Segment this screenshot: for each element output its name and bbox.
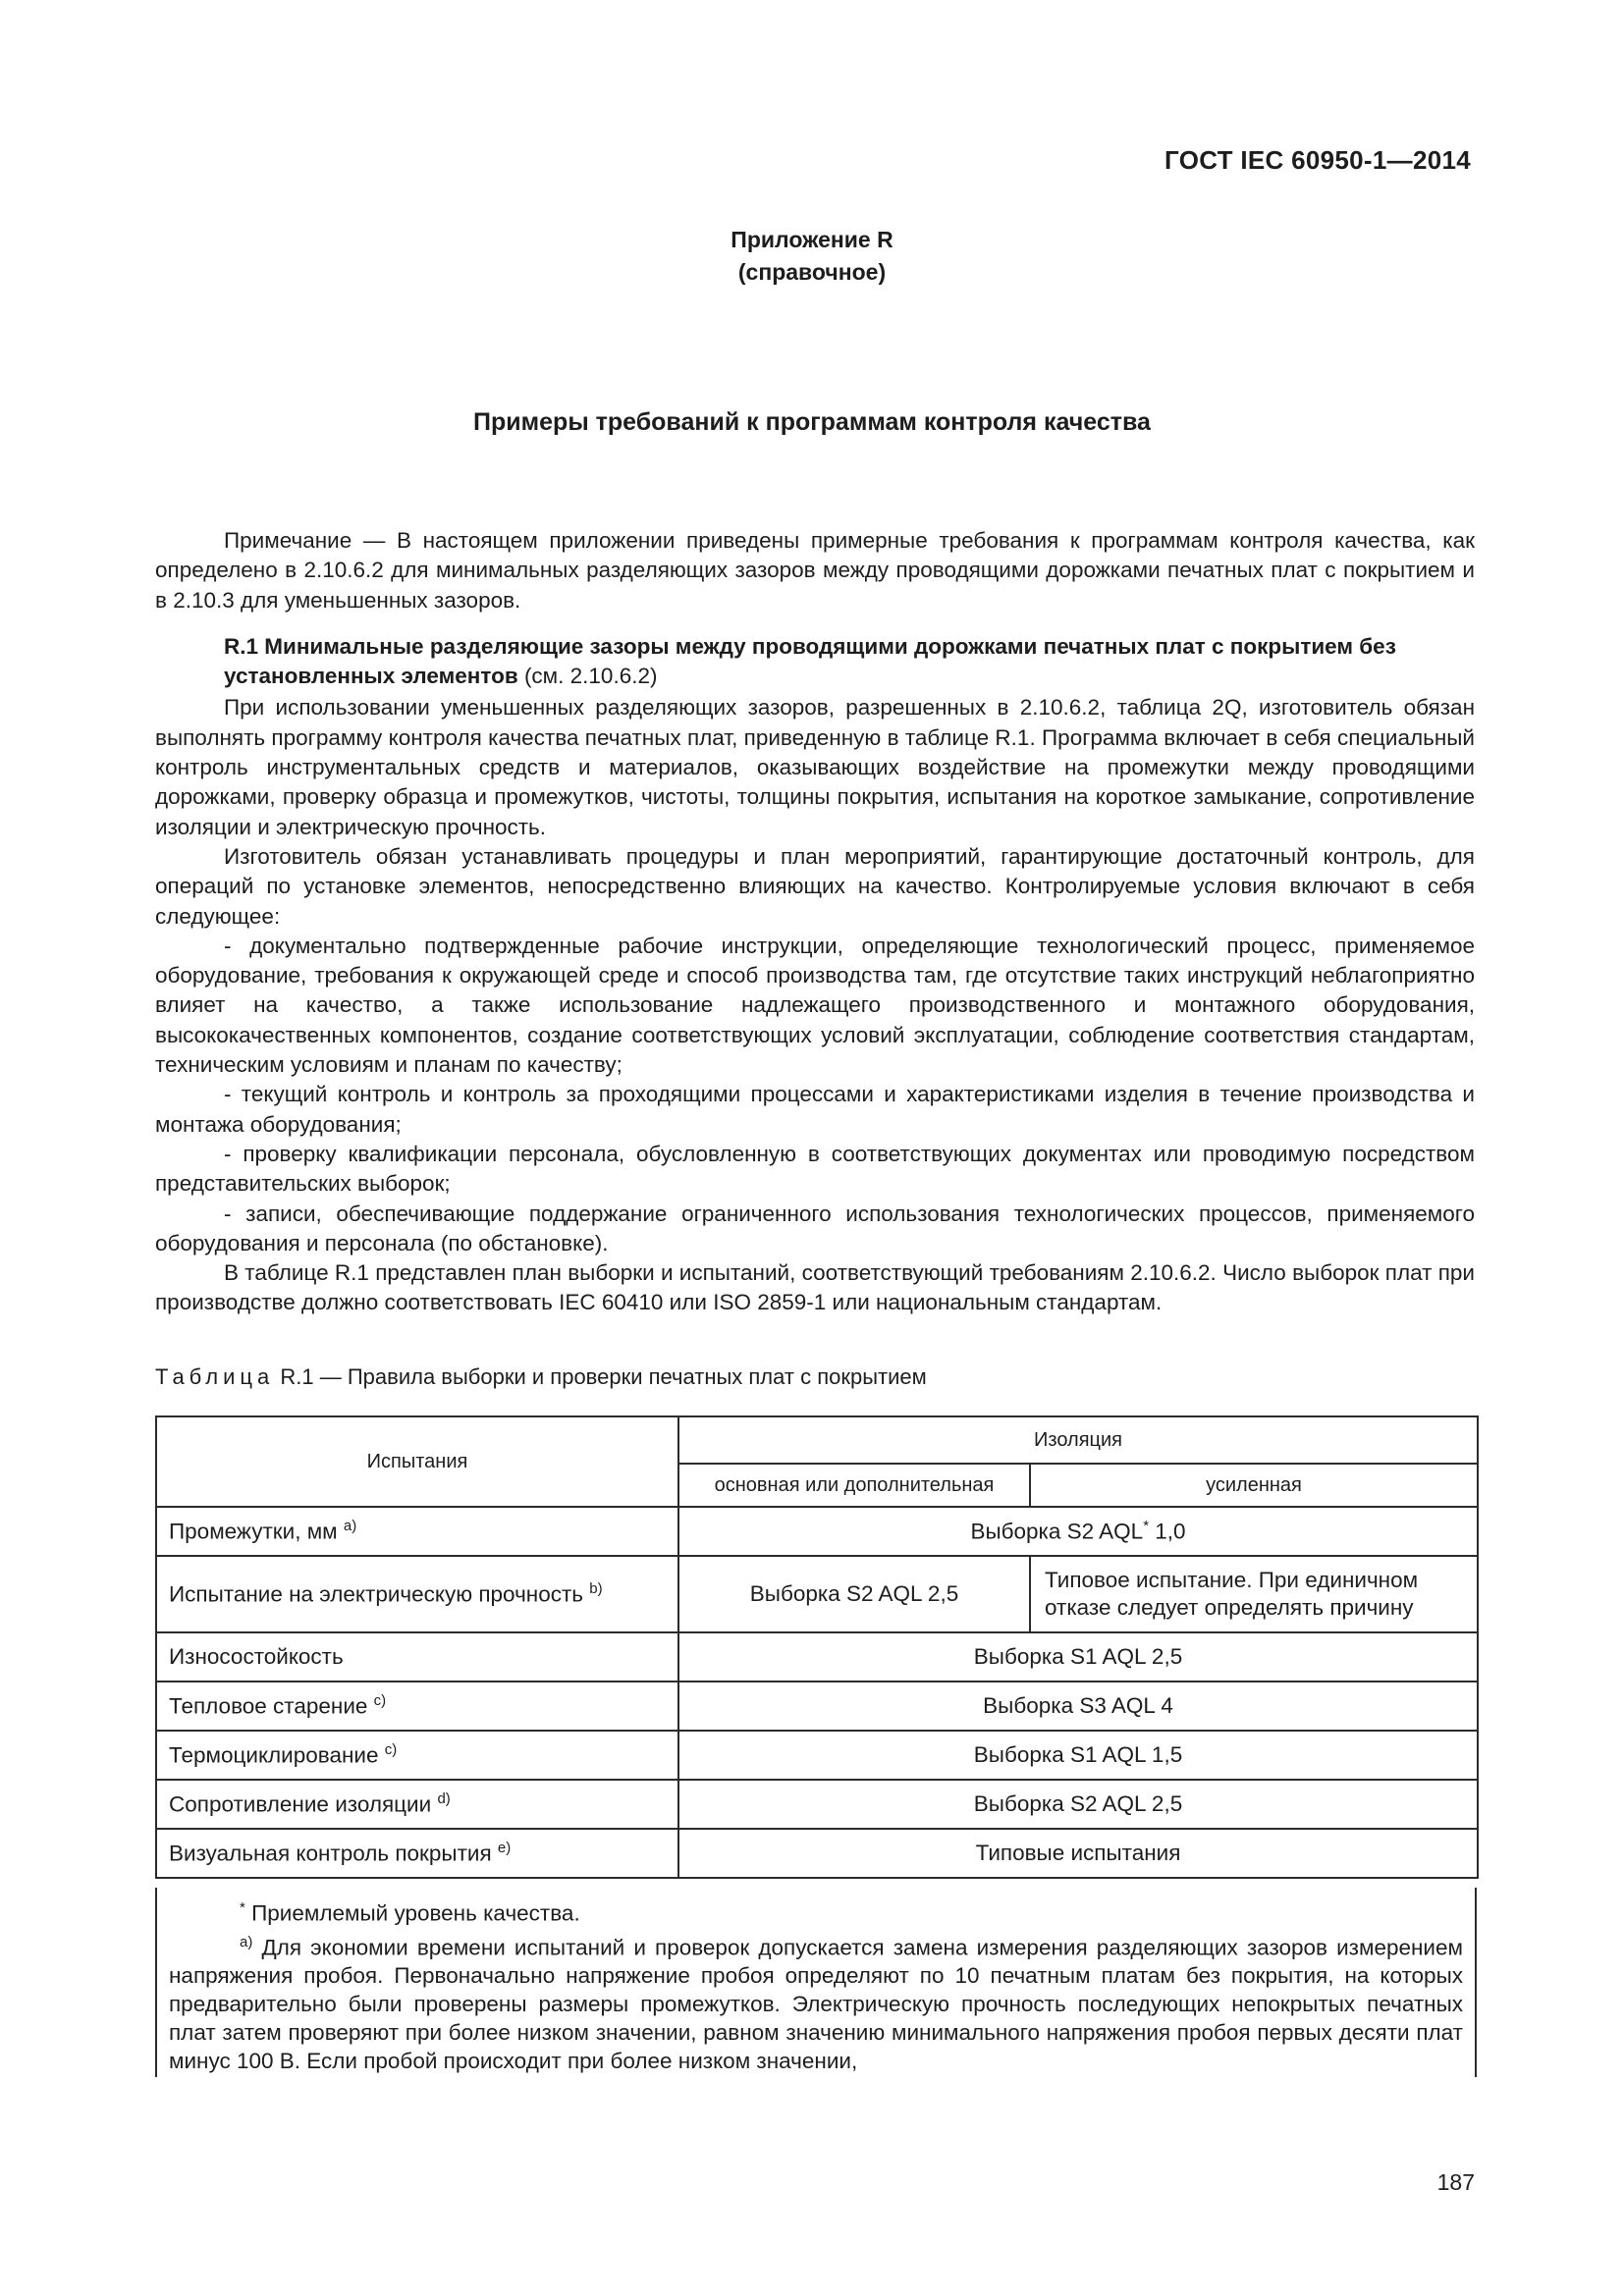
body-text bbox=[155, 526, 1475, 1318]
section-heading bbox=[155, 632, 1475, 692]
test-name: Тепловое старение $^{c)}$ bbox=[156, 1682, 678, 1731]
test-name: Визуальная контроль покрытия $^{e)}$ bbox=[156, 1829, 678, 1878]
footnote-ref: e) bbox=[497, 1840, 512, 1857]
footnote-marker: a) bbox=[240, 1933, 253, 1950]
list-item: - записи, обеспечивающие поддержание ограниченного использования технологических процессов, применяемого оборудования и персонала (по обстановке). bbox=[155, 1201, 1475, 1255]
note-paragraph: Примечание — В настоящем приложении приведены примерные требования к программам контроля качества, как определено в 2.10.6.2 для минимальных разделяющих зазоров между проводящими дорожками печатных плат с покрытием и в 2.10.3 для уменьшенных зазоров. bbox=[155, 528, 1475, 613]
table-row bbox=[156, 1507, 1478, 1556]
standard-header: ГОСТ IEC 60950-1—2014 bbox=[1164, 145, 1471, 175]
paragraph: В таблице R.1 представлен план выборки и испытаний, соответствующий требованиям 2.10.6.2. Число выборок плат при производстве должно соответствовать IEC 60410 или ISO 2859-1 или национальным стандартам. bbox=[155, 1260, 1475, 1315]
list-item: - проверку квалификации персонала, обусловленную в соответствующих документах или проводимую посредством представительских выборок; bbox=[155, 1141, 1475, 1197]
test-value: Выборка S2 AQL* 1,0 bbox=[678, 1507, 1478, 1556]
test-value-reinforced: Типовое испытание. При единичном отказе следует определять причину bbox=[1030, 1556, 1478, 1632]
page-number: 187 bbox=[1436, 2169, 1475, 2195]
test-value: Выборка S1 AQL 2,5 bbox=[678, 1632, 1478, 1682]
annex-subtitle: (справочное) bbox=[737, 259, 887, 285]
footnote-ref: c) bbox=[384, 1741, 398, 1759]
list-item: - документально подтвержденные рабочие инструкции, определяющие технологический процесс, применяемое оборудование, требования к окружающей среде и способ производства там, где отсутствие таких инструкций неблагоприятно влияет на качество, а также использование надлежащего производственного и монтажного оборудования, высококачественных компонентов, создание соответствующих условий эксплуатации, соблюдение соответствия стандартам, техническим условиям и планам по качеству; bbox=[155, 933, 1475, 1078]
test-name: Испытание на электрическую прочность $^{b)}$ bbox=[156, 1556, 678, 1632]
test-name: Промежутки, мм $^{a)}$ bbox=[156, 1507, 678, 1556]
table-row bbox=[156, 1632, 1478, 1682]
annex-label: Приложение R bbox=[731, 227, 893, 252]
test-value-basic: Выборка S2 AQL 2,5 bbox=[678, 1556, 1030, 1632]
table-row bbox=[156, 1780, 1478, 1829]
sampling-table bbox=[155, 1415, 1479, 1879]
table-caption bbox=[155, 1364, 927, 1390]
paragraph: Изготовитель обязан устанавливать процедуры и план мероприятий, гарантирующие достаточный контроль, для операций по установке элементов, непосредственно влияющих на качество. Контролируемые условия включают в себя следующее: bbox=[155, 843, 1475, 929]
test-name: Термоциклирование $^{c)}$ bbox=[156, 1731, 678, 1780]
footnote-ref: b) bbox=[589, 1580, 603, 1598]
footnote-ref: * bbox=[1143, 1518, 1150, 1535]
footnote-a: $^{a)}$ Для экономии времени испытаний и проверок допускается замена измерения разделяющих зазоров измерением напряжения пробоя. Первоначально напряжение пробоя определяют по 10 печатным платам без покрытия, на которых предварительно были проверены размеры промежутков. Электрическую прочность последующих непокрытых печатных плат затем проверяют при более низком значении, равном значению минимального напряжения пробоя первых десяти плат минус 100 В. Если пробой происходит при более низком значении, bbox=[169, 1933, 1463, 2073]
footnote-ref: a) bbox=[343, 1518, 357, 1535]
section-heading-text: R.1 Минимальные разделяющие зазоры между проводящими дорожками печатных плат с покрытием без установленных элементов bbox=[224, 633, 1396, 689]
paragraph: При использовании уменьшенных разделяющих зазоров, разрешенных в 2.10.6.2, таблица 2Q, изготовитель обязан выполнять программу контроля качества печатных плат, приведенную в таблице R.1. Программа включает в себя специальный контроль инструментальных средств и материалов, оказывающих воздействие на промежутки между проводящими дорожками, проверку образца и промежутков, чистоты, толщины покрытия, испытания на короткое замыкание, сопротивление изоляции и электрическую прочность. bbox=[155, 695, 1475, 839]
table-row bbox=[156, 1731, 1478, 1780]
table-caption-word: Таблица bbox=[155, 1364, 275, 1389]
footnote-marker: * bbox=[240, 1899, 245, 1916]
test-value: Типовые испытания bbox=[678, 1829, 1478, 1878]
footnote-ref: c) bbox=[373, 1692, 387, 1710]
section-heading-ref: (см. 2.10.6.2) bbox=[523, 664, 658, 689]
annex-title bbox=[0, 224, 1624, 289]
main-title: Примеры требований к программам контроля качества bbox=[473, 408, 1151, 436]
table-footnotes bbox=[155, 1888, 1477, 2077]
table-row bbox=[156, 1556, 1478, 1632]
footnote-ref: d) bbox=[437, 1790, 451, 1808]
table-row bbox=[156, 1829, 1478, 1878]
header-basic: основная или дополнительная bbox=[678, 1464, 1030, 1507]
footnote-star: * Приемлемый уровень качества. bbox=[240, 1899, 580, 1926]
table-row bbox=[156, 1682, 1478, 1731]
header-tests: Испытания bbox=[156, 1416, 678, 1507]
table-caption-text: R.1 — Правила выборки и проверки печатных плат с покрытием bbox=[280, 1364, 927, 1389]
header-reinforced: усиленная bbox=[1030, 1464, 1478, 1507]
list-item: - текущий контроль и контроль за проходящими процессами и характеристиками изделия в течение производства и монтажа оборудования; bbox=[155, 1082, 1475, 1137]
header-insulation: Изоляция bbox=[678, 1416, 1478, 1464]
test-name: Сопротивление изоляции $^{d)}$ bbox=[156, 1780, 678, 1829]
test-value: Выборка S1 AQL 1,5 bbox=[678, 1731, 1478, 1780]
table-header-row bbox=[156, 1416, 1478, 1464]
test-value: Выборка S2 AQL 2,5 bbox=[678, 1780, 1478, 1829]
test-value: Выборка S3 AQL 4 bbox=[678, 1682, 1478, 1731]
test-name: Износостойкость bbox=[156, 1632, 678, 1682]
